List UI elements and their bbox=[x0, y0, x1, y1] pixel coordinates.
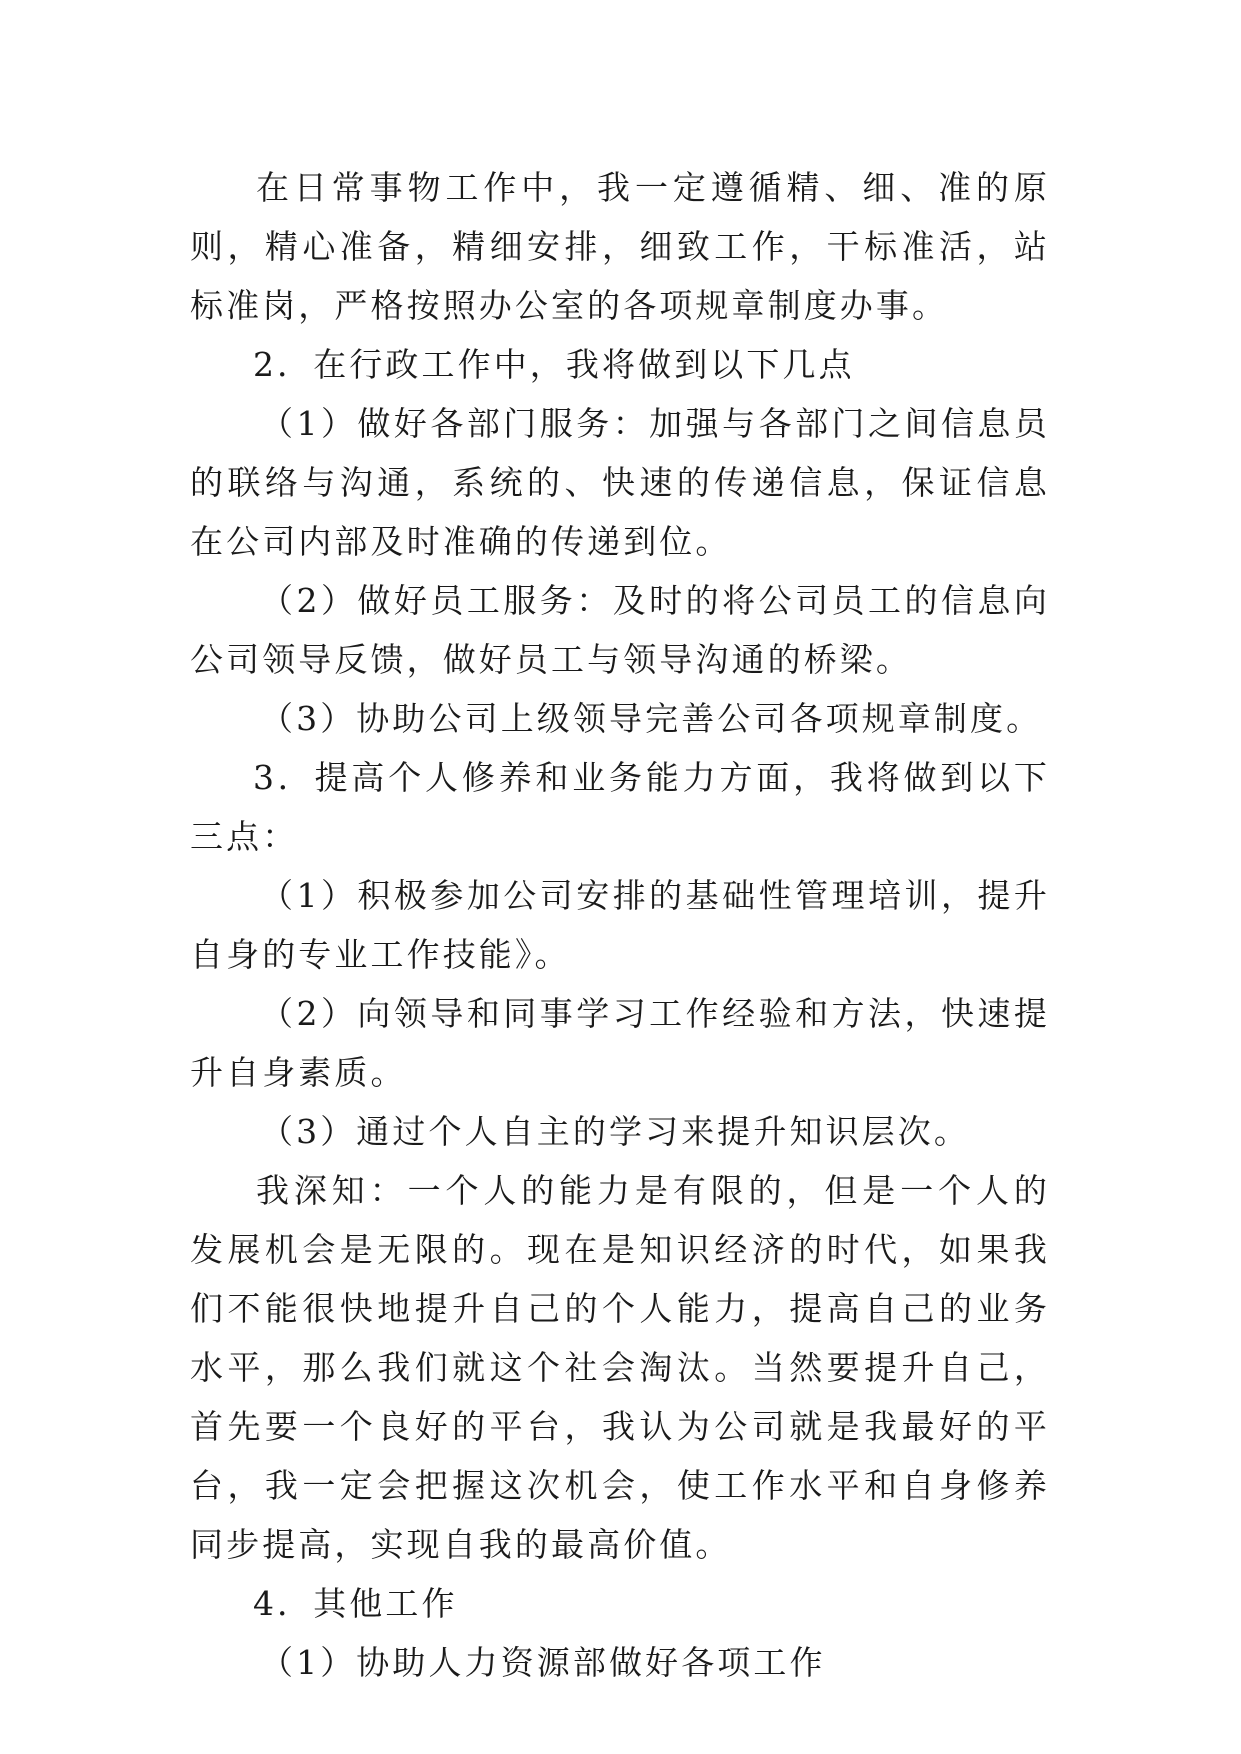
list-item-assist-rules: （3）协助公司上级领导完善公司各项规章制度。 bbox=[260, 699, 1043, 738]
list-item-training: （1）积极参加公司安排的基础性管理培训，提升自身的专业工作技能》。 bbox=[190, 876, 1050, 974]
paragraph-daily-work: 在日常事物工作中，我一定遵循精、细、准的原则，精心准备，精细安排，细致工作，干标准活，站标准岗，严格按照办公室的各项规章制度办事。 bbox=[190, 168, 1050, 325]
section-heading-admin-work: 2．在行政工作中，我将做到以下几点 bbox=[253, 345, 855, 384]
list-item-self-study: （3）通过个人自主的学习来提升知识层次。 bbox=[260, 1112, 970, 1151]
list-item-department-service: （1）做好各部门服务：加强与各部门之间信息员的联络与沟通，系统的、快速的传递信息，保证信息在公司内部及时准确的传递到位。 bbox=[190, 404, 1050, 561]
section-heading-other-work: 4．其他工作 bbox=[253, 1584, 458, 1623]
paragraph-self-reflection: 我深知：一个人的能力是有限的，但是一个人的发展机会是无限的。现在是知识经济的时代，如果我们不能很快地提升自己的个人能力，提高自己的业务水平，那么我们就这个社会淘汰。当然要提升自己，首先要一个良好的平台，我认为公司就是我最好的平台，我一定会把握这次机会，使工作水平和自身修养同步提高，实现自我的最高价值。 bbox=[190, 1171, 1050, 1564]
list-item-learn-from-colleagues: （2）向领导和同事学习工作经验和方法，快速提升自身素质。 bbox=[190, 994, 1050, 1092]
list-item-employee-service: （2）做好员工服务：及时的将公司员工的信息向公司领导反馈，做好员工与领导沟通的桥梁。 bbox=[190, 581, 1050, 679]
section-heading-personal-growth: 3．提高个人修养和业务能力方面，我将做到以下三点： bbox=[190, 758, 1050, 856]
list-item-assist-hr: （1）协助人力资源部做好各项工作 bbox=[260, 1643, 826, 1682]
document-body bbox=[190, 158, 1050, 1692]
